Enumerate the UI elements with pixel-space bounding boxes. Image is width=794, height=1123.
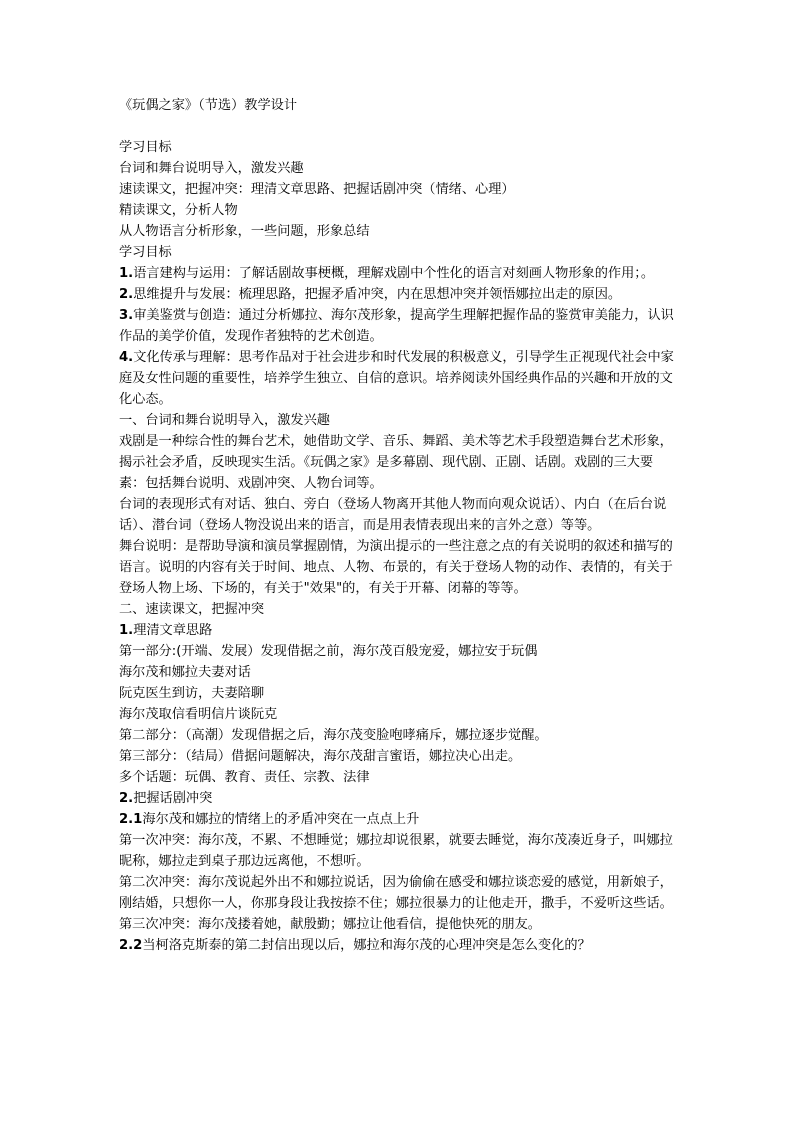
paragraph-text: 第一次冲突：海尔茂，不累、不想睡觉；娜拉却说很累，就要去睡觉，海尔茂凑近身子，叫娜拉昵称，娜拉走到桌子那边远离他，不想听。 [119, 833, 673, 869]
paragraph-text: 语言建构与运用：了解话剧故事梗概，理解戏剧中个性化的语言对刻画人物形象的作用；。 [133, 266, 655, 281]
paragraph-text: 台词和舞台说明导入，激发兴趣 [119, 161, 304, 176]
paragraph-text: 台词的表现形式有对话、独白、旁白（登场人物离开其他人物而向观众说话）、内白（在后台说话）、潜台词（登场人物没说出来的语言，而是用表情表现出来的言外之意）等等。 [119, 497, 667, 533]
item-number: 2. [119, 791, 134, 806]
paragraph-text: 学习目标 [119, 245, 172, 260]
paragraph [119, 683, 679, 704]
item-number: 2.2 [119, 938, 143, 953]
paragraph-text: 第三部分：（结局）借据问题解决，海尔茂甜言蜜语，娜拉决心出走。 [119, 749, 522, 764]
paragraph [119, 158, 679, 179]
paragraph [119, 263, 679, 284]
item-number: 2. [119, 287, 134, 302]
paragraph-text: 从人物语言分析形象，一些问题，形象总结 [119, 224, 370, 239]
paragraph-text: 二、速读课文，把握冲突 [119, 602, 265, 617]
paragraph-text: 审美鉴赏与创造：通过分析娜拉、海尔茂形象，提高学生理解把握作品的鉴赏审美能力，认识作品的美学价值，发现作者独特的艺术创造。 [119, 308, 674, 344]
paragraph [119, 536, 679, 599]
paragraph-text: 当柯洛克斯泰的第二封信出现以后，娜拉和海尔茂的心理冲突是怎么变化的？ [142, 938, 591, 953]
document-page [119, 95, 679, 956]
item-number: 2.1 [119, 812, 143, 827]
paragraph [119, 830, 679, 872]
paragraph [119, 872, 679, 914]
paragraph [119, 137, 679, 158]
paragraph [119, 242, 679, 263]
paragraph [119, 788, 679, 809]
item-number: 3. [119, 308, 134, 323]
paragraph-text: 海尔茂取信看明信片谈阮克 [119, 707, 278, 722]
paragraph [119, 935, 679, 956]
paragraph-text: 海尔茂和娜拉夫妻对话 [119, 665, 251, 680]
paragraph [119, 179, 679, 200]
paragraph [119, 221, 679, 242]
paragraph-text: 海尔茂和娜拉的情绪上的矛盾冲突在一点点上升 [142, 812, 420, 827]
paragraph-text: 思维提升与发展：梳理思路，把握矛盾冲突，内在思想冲突并领悟娜拉出走的原因。 [133, 287, 622, 302]
paragraph [119, 200, 679, 221]
paragraph-text: 多个话题：玩偶、教育、责任、宗教、法律 [119, 770, 370, 785]
paragraph-text: 学习目标 [119, 140, 172, 155]
paragraph-text: 精读课文，分析人物 [119, 203, 238, 218]
paragraph-text: 第三次冲突：海尔茂搂着她，献殷勤；娜拉让他看信，提他快死的朋友。 [119, 917, 541, 932]
paragraph [119, 305, 679, 347]
paragraph-text: 第二部分：（高潮）发现借据之后，海尔茂变脸咆哮痛斥，娜拉逐步觉醒。 [119, 728, 548, 743]
paragraph-text: 理清文章思路 [133, 623, 213, 638]
paragraph [119, 620, 679, 641]
paragraph [119, 410, 679, 431]
paragraph-text: 第二次冲突：海尔茂说起外出不和娜拉说话，因为偷偷在感受和娜拉谈恋爱的感觉，用新娘子，刚结婚，只想你一人，你那身段让我按捺不住；娜拉很暴力的让他走开，撒手，不爱听这些话。 [119, 875, 673, 911]
paragraph [119, 494, 679, 536]
paragraph-text: 舞台说明：是帮助导演和演员掌握剧情，为演出提示的一些注意之点的有关说明的叙述和描写的语言。说明的内容有关于时间、地点、人物、布景的，有关于登场人物的动作、表情的，有关于登场人物上场、下场的，有关于"效果"的，有关于开幕、闭幕的等等。 [119, 539, 673, 596]
paragraph [119, 914, 679, 935]
document-body [119, 137, 679, 956]
paragraph-text: 速读课文，把握冲突：理清文章思路、把握话剧冲突（情绪、心理） [119, 182, 515, 197]
paragraph [119, 347, 679, 410]
document-title: 《玩偶之家》（节选）教学设计 [119, 98, 298, 113]
paragraph [119, 641, 679, 662]
paragraph-text: 文化传承与理解：思考作品对于社会进步和时代发展的积极意义，引导学生正视现代社会中家庭及女性问题的重要性，培养学生独立、自信的意识。培养阅读外国经典作品的兴趣和开放的文化心态。 [119, 350, 674, 407]
paragraph [119, 725, 679, 746]
paragraph [119, 431, 679, 494]
paragraph [119, 767, 679, 788]
paragraph [119, 284, 679, 305]
paragraph-text: 把握话剧冲突 [133, 791, 213, 806]
item-number: 1. [119, 266, 134, 281]
paragraph [119, 704, 679, 725]
item-number: 4. [119, 350, 134, 365]
paragraph [119, 662, 679, 683]
paragraph-text: 一、台词和舞台说明导入，激发兴趣 [119, 413, 330, 428]
item-number: 1. [119, 623, 134, 638]
paragraph [119, 809, 679, 830]
paragraph [119, 599, 679, 620]
paragraph-text: 戏剧是一种综合性的舞台艺术，她借助文学、音乐、舞蹈、美术等艺术手段塑造舞台艺术形象，揭示社会矛盾，反映现实生活。《玩偶之家》是多幕剧、现代剧、正剧、话剧。戏剧的三大要素：包括舞台说明、戏剧冲突、人物台词等。 [119, 434, 673, 491]
paragraph [119, 746, 679, 767]
paragraph-text: 第一部分:(开端、发展）发现借据之前，海尔茂百般宠爱，娜拉安于玩偶 [119, 644, 538, 659]
paragraph-text: 阮克医生到访，夫妻陪聊 [119, 686, 265, 701]
